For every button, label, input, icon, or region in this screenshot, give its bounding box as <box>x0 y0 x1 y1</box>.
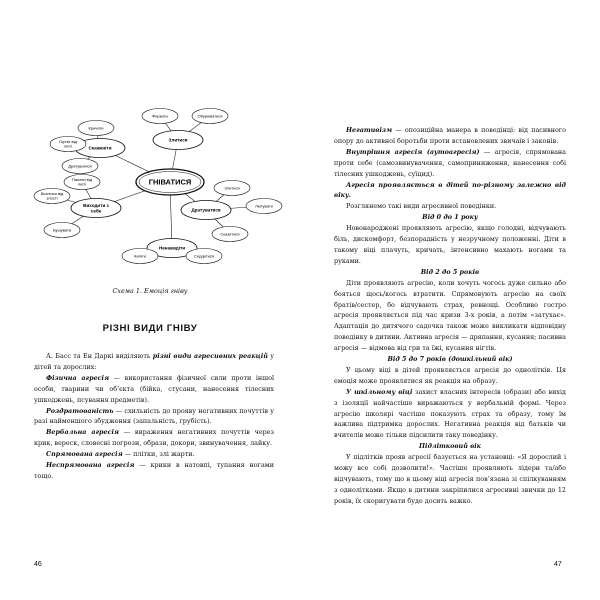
right-page <box>300 0 600 600</box>
leaf-node <box>64 175 100 190</box>
period-title: У шкільному віці <box>346 387 413 396</box>
period-title: Від 2 до 5 років <box>420 267 480 276</box>
anger-mind-map <box>22 98 292 273</box>
diagram-nodes <box>34 109 282 264</box>
hub-label: Дратуватися <box>191 207 221 213</box>
left-text-block <box>34 351 274 482</box>
leaf-node <box>50 137 86 152</box>
leaf-node <box>192 109 228 124</box>
figure-caption: Схема 1. Емоція гніву <box>112 287 188 295</box>
term-definition: — агресія, спрямована проти себе (самозвинувачення, самоприниження, нанесення собі тілесних ушкоджень, суїцид). <box>334 147 566 178</box>
age-heading: Агресія проявляється в дітей по-різному залежно від віку. <box>334 180 566 200</box>
hub-label: Ненавидіти <box>158 245 186 251</box>
list-item <box>34 449 274 460</box>
page-number-right: 47 <box>554 561 562 568</box>
leaf-label: Лютувати <box>255 203 273 209</box>
leaf-node <box>78 121 114 136</box>
term-definition: — схильність до прояву негативних почуттів у разі найменшого збудження (запальність, грубість). <box>34 406 274 426</box>
list-item <box>34 427 274 449</box>
leaf-label: Сердитися <box>193 253 215 259</box>
term: Роздратованість <box>46 406 114 415</box>
term: Спрямована агресія <box>46 450 123 459</box>
hub-label: Виходити з себе <box>83 202 109 214</box>
hub-label: Скаженіти <box>88 145 112 151</box>
term: Неспрямована агресія <box>46 461 135 470</box>
leaf-node <box>122 249 158 264</box>
leaf-label: Горіти від люті <box>59 139 77 149</box>
period-title: Від 0 до 1 року <box>422 213 478 222</box>
leaf-node <box>214 181 250 196</box>
age-intro: Розглянемо такі види агресивної поведінки. <box>346 202 497 211</box>
hub-label: Злитися <box>168 137 188 143</box>
list-item <box>34 373 274 406</box>
leaf-label: Сказитися <box>220 231 240 237</box>
term: Вербальна агресія <box>46 428 120 437</box>
term-definition: — вираження негативних почуттів через крик, вереск, словесні погрози, образи, докори, звинувачення, лайку. <box>34 428 274 448</box>
leaf-label: Палати від люті <box>71 177 93 187</box>
period-paragraph: Новонароджені проявляють агресію, якщо голодні, відчувають біль, дискомфорт, безпорадність у незручному положенні. Діти в такому віці плачуть, кричать, інтенсивно махають ногами та руками. <box>334 224 566 265</box>
period-title: Підлітковий вік <box>418 442 482 451</box>
leaf-label: Обурюватися <box>197 113 223 119</box>
leaf-node <box>212 227 248 242</box>
term-definition: — використання фізичної сили проти іншої особи, тварини чи об’єкта (бійка, стусани, нанесення тілесних ушкоджень, псування предметів). <box>34 373 275 404</box>
term: Негативізм <box>346 126 393 134</box>
term: Внутрішня агресія (аутоагресія) <box>346 147 480 156</box>
term: Фізична агресія <box>46 373 110 382</box>
leaf-node <box>246 199 282 214</box>
period-paragraph <box>334 387 566 442</box>
leaf-label: Кричати <box>88 125 104 131</box>
period-paragraph: Діти проявляють агресію, коли хочуть чогось дуже сильно або бояться щось/когось втратити. Спрямовують агресію на своїх братів/сестер, бо відчувають страх, ревнощі. Особливо гостро агресія проявляється під час кризи 3-х років, а потім «затухає». Адаптація до дитячого садочка також може викликати відповідну поведінку в дитини. Активна агресія — дряпання, кусання; пасивна агресія — відмова від гри та їжі, кусання нігтів. <box>334 278 566 353</box>
page-number-left: 46 <box>34 561 42 568</box>
aggression-types-list <box>34 373 274 482</box>
right-text-block <box>334 125 566 507</box>
hub-node <box>153 131 203 150</box>
list-item <box>34 406 274 428</box>
term-definition: — плітки, злі жарти. <box>122 450 195 459</box>
leaf-label: Бушувати <box>52 227 72 233</box>
period-text: захист власних інтересів (образи) або вихід з ізоляції найчастіше виражаються у вербальній формі. Через агресію школярі частіше показують страх та образу, тому їм важлива підтримка дорослих. Негативна реакція від батьків чи вчителів може тільки підсилити таку поведінку. <box>334 387 566 440</box>
period-title: Від 5 до 7 років (дошкільний вік) <box>387 355 513 364</box>
list-item <box>334 125 566 147</box>
leaf-node <box>142 109 178 124</box>
leaf-label: Дратуватися <box>68 163 92 169</box>
age-periods <box>334 212 566 506</box>
term-definition: — крики в натовпі, тупання ногами тощо. <box>34 461 274 480</box>
center-node <box>136 169 204 195</box>
leaf-label: Фиркати <box>152 113 168 119</box>
list-item <box>334 147 566 180</box>
leaf-label: Біситися від злості <box>40 191 64 201</box>
hub-node <box>181 201 231 220</box>
term-definition: — опозиційна манера в поведінці: від пасивного опору до активної боротьби проти встановлених звичаїв і законів. <box>334 126 566 145</box>
leaf-node <box>62 159 98 174</box>
leaf-node <box>44 223 80 238</box>
leaf-label: Кипіти <box>134 253 146 259</box>
intro-paragraph: А. Басс та Ен Даркі виділяють різні види агресивних реакцій у дітей та дорослих: <box>34 352 275 371</box>
center-label: ГНІВАТИСЯ <box>148 177 192 187</box>
leaf-node <box>186 249 222 264</box>
section-title: РІЗНІ ВИДИ ГНІВУ <box>102 323 198 334</box>
period-paragraph: У підлітків прояв агресії базується на установці: «Я дорослий і можу все собі дозволити!». Частіше проявляють лідери та/або відчувають, тому що в цьому віці агресія пов’язана зі спілкуванням з однолітками. Якщо в дитини закріпилися агресивні звички до 12 років, їх скоригувати буде досить важко. <box>334 453 566 505</box>
leaf-label: Злитися <box>224 185 240 191</box>
aggression-types-list-continued <box>334 125 566 180</box>
leaf-node <box>34 189 70 204</box>
hub-node <box>71 199 121 218</box>
list-item <box>34 460 274 482</box>
period-paragraph: У цьому віці в дітей проявляється агресія до однолітків. Ця емоція може проявлятися як реакція на образу. <box>334 365 566 385</box>
